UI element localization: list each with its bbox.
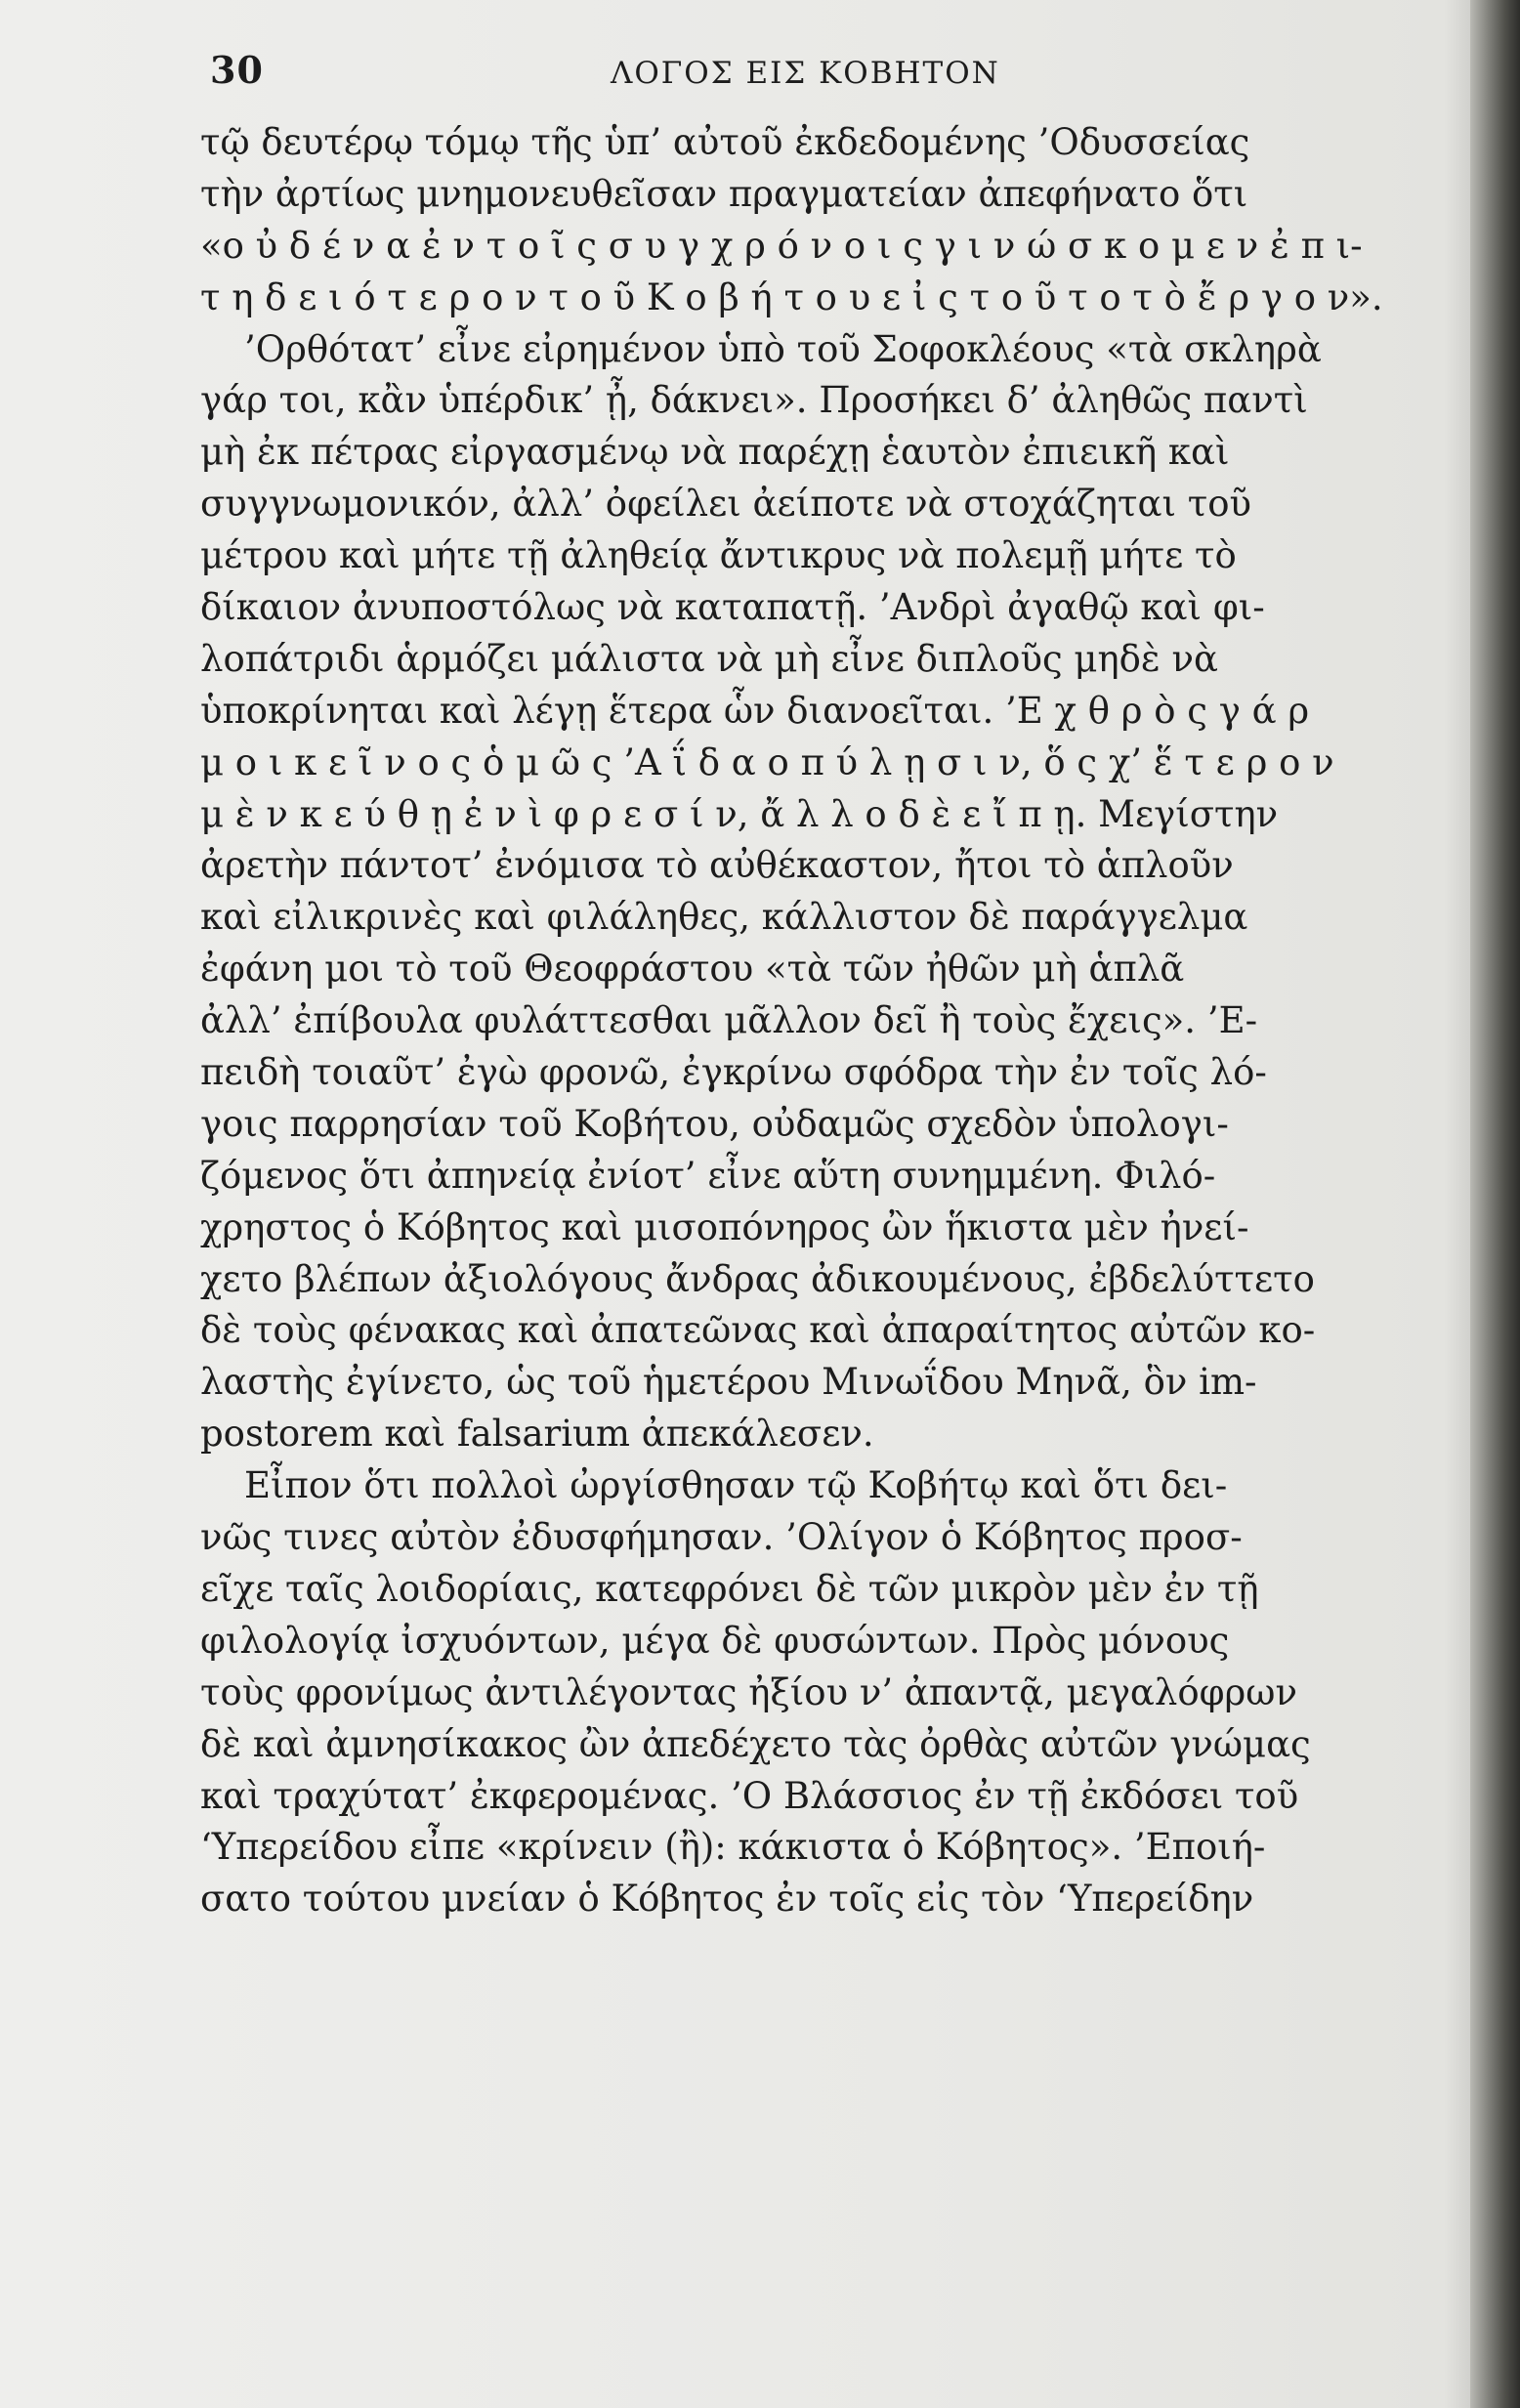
text-line: χετο βλέπων ἀξιολόγους ἄνδρας ἀδικουμένους, ἐβδελύττετο bbox=[200, 1257, 1315, 1300]
text-line: νῶς τινες αὐτὸν ἐδυσφήμησαν. ’Ολίγον ὁ Κόβητος προσ- bbox=[200, 1516, 1243, 1559]
text-line: Εἶπον ὅτι πολλοὶ ὠργίσθησαν τῷ Κοβήτῳ καὶ ὅτι δει- bbox=[244, 1464, 1228, 1507]
text-line: πειδὴ τοιαῦτ’ ἐγὼ φρονῶ, ἐγκρίνω σφόδρα τὴν ἐν τοῖς λό- bbox=[200, 1051, 1267, 1094]
text-line: καὶ εἰλικρινὲς καὶ φιλάληθες, κάλλιστον δὲ παράγγελμα bbox=[200, 896, 1248, 939]
text-line: δὲ τοὺς φένακας καὶ ἀπατεῶνας καὶ ἀπαραίτητος αὐτῶν κο- bbox=[200, 1309, 1316, 1352]
text-line: δὲ καὶ ἀμνησίκακος ὢν ἀπεδέχετο τὰς ὀρθὰς αὐτῶν γνώμας bbox=[200, 1722, 1311, 1765]
text-line: τ η δ ε ι ό τ ε ρ ο ν τ ο ῦ Κ ο β ή τ ο υ ε ἰ ς τ ο ῦ τ ο τ ὸ ἔ ρ γ ο ν». bbox=[200, 275, 1383, 318]
text-line: εῖχε ταῖς λοιδορίαις, κατεφρόνει δὲ τῶν μικρὸν μὲν ἐν τῇ bbox=[200, 1567, 1259, 1610]
text-line: ’Ορθότατ’ εἶνε εἰρημένον ὑπὸ τοῦ Σοφοκλέους «τὰ σκληρὰ bbox=[244, 327, 1322, 370]
text-line: σατο τούτου μνείαν ὁ Κόβητος ἐν τοῖς εἰς τὸν ‘Υπερείδην bbox=[200, 1878, 1254, 1921]
page-number: 30 bbox=[210, 48, 264, 92]
page-gutter-shadow bbox=[1444, 0, 1470, 2408]
text-line: ἐφάνη μοι τὸ τοῦ Θεοφράστου «τὰ τῶν ἠθῶν μὴ ἁπλᾶ bbox=[200, 948, 1185, 991]
text-line: λαστὴς ἐγίνετο, ὡς τοῦ ἡμετέρου Μινωΐδου Μηνᾶ, ὃν im- bbox=[200, 1361, 1257, 1404]
text-line: τὴν ἀρτίως μνημονευθεῖσαν πραγματείαν ἀπεφήνατο ὅτι bbox=[200, 172, 1248, 215]
text-line: μὴ ἐκ πέτρας εἰργασμένῳ νὰ παρέχῃ ἑαυτὸν ἐπιεικῆ καὶ bbox=[200, 431, 1230, 474]
running-title: ΛΟΓΟΣ ΕΙΣ ΚΟΒΗΤΟΝ bbox=[611, 56, 1000, 91]
text-line: ζόμενος ὅτι ἀπηνείᾳ ἐνίοτ’ εἶνε αὕτη συνημμένη. Φιλό- bbox=[200, 1154, 1216, 1197]
text-line: ‘Υπερείδου εἶπε «κρίνειν (ἢ): κάκιστα ὁ Κόβητος». ’Εποιή- bbox=[200, 1826, 1266, 1869]
text-line: postorem καὶ falsarium ἀπεκάλεσεν. bbox=[200, 1413, 874, 1456]
text-line: τοὺς φρονίμως ἀντιλέγοντας ἠξίου ν’ ἀπαντᾷ, μεγαλόφρων bbox=[200, 1670, 1297, 1713]
text-line: γάρ τοι, κἂν ὑπέρδικ’ ᾖ, δάκνει». Προσήκει δ’ ἀληθῶς παντὶ bbox=[200, 379, 1308, 422]
text-line: ὑποκρίνηται καὶ λέγῃ ἕτερα ὧν διανοεῖται. ’Ε χ θ ρ ὸ ς γ ά ρ bbox=[200, 689, 1310, 732]
text-line: μ ο ι κ ε ῖ ν ο ς ὁ μ ῶ ς ’Α ΐ δ α ο π ύ λ ῃ σ ι ν, ὅ ς χ’ ἕ τ ε ρ ο ν bbox=[200, 740, 1334, 783]
text-line: καὶ τραχύτατ’ ἐκφερομένας. ’Ο Βλάσσιος ἐν τῇ ἐκδόσει τοῦ bbox=[200, 1774, 1299, 1817]
book-spine bbox=[1470, 0, 1520, 2408]
text-line: χρηστος ὁ Κόβητος καὶ μισοπόνηρος ὢν ἥκιστα μὲν ἠνεί- bbox=[200, 1205, 1249, 1248]
text-line: μέτρου καὶ μήτε τῇ ἀληθείᾳ ἄντικρυς νὰ πολεμῇ μήτε τὸ bbox=[200, 534, 1237, 577]
text-line: «ο ὐ δ έ ν α ἐ ν τ ο ῖ ς σ υ γ χ ρ ό ν ο ι ς γ ι ν ώ σ κ ο μ ε ν ἐ π ι- bbox=[200, 224, 1363, 267]
body-text bbox=[200, 117, 1431, 1925]
text-line: συγγνωμονικόν, ἀλλ’ ὀφείλει ἀείποτε νὰ στοχάζηται τοῦ bbox=[200, 483, 1252, 526]
text-line: μ ὲ ν κ ε ύ θ ῃ ἐ ν ὶ φ ρ ε σ ί ν, ἄ λ λ ο δ ὲ ε ἴ π ῃ. Μεγίστην bbox=[200, 792, 1279, 835]
text-line: ἀρετὴν πάντοτ’ ἐνόμισα τὸ αὐθέκαστον, ἤτοι τὸ ἁπλοῦν bbox=[200, 844, 1234, 887]
page-header bbox=[210, 47, 1412, 106]
text-line: γοις παρρησίαν τοῦ Κοβήτου, οὐδαμῶς σχεδὸν ὑπολογι- bbox=[200, 1102, 1229, 1145]
text-line: λοπάτριδι ἁρμόζει μάλιστα νὰ μὴ εἶνε διπλοῦς μηδὲ νὰ bbox=[200, 637, 1219, 680]
text-line: δίκαιον ἀνυποστόλως νὰ καταπατῇ. ’Ανδρὶ ἀγαθῷ καὶ φι- bbox=[200, 586, 1265, 629]
text-line: τῷ δευτέρῳ τόμῳ τῆς ὑπ’ αὐτοῦ ἐκδεδομένης ’Οδυσσείας bbox=[200, 121, 1250, 163]
text-line: ἀλλ’ ἐπίβουλα φυλάττεσθαι μᾶλλον δεῖ ἢ τοὺς ἔχεις». ’Ε- bbox=[200, 999, 1258, 1042]
text-line: φιλολογίᾳ ἰσχυόντων, μέγα δὲ φυσώντων. Πρὸς μόνους bbox=[200, 1619, 1230, 1662]
